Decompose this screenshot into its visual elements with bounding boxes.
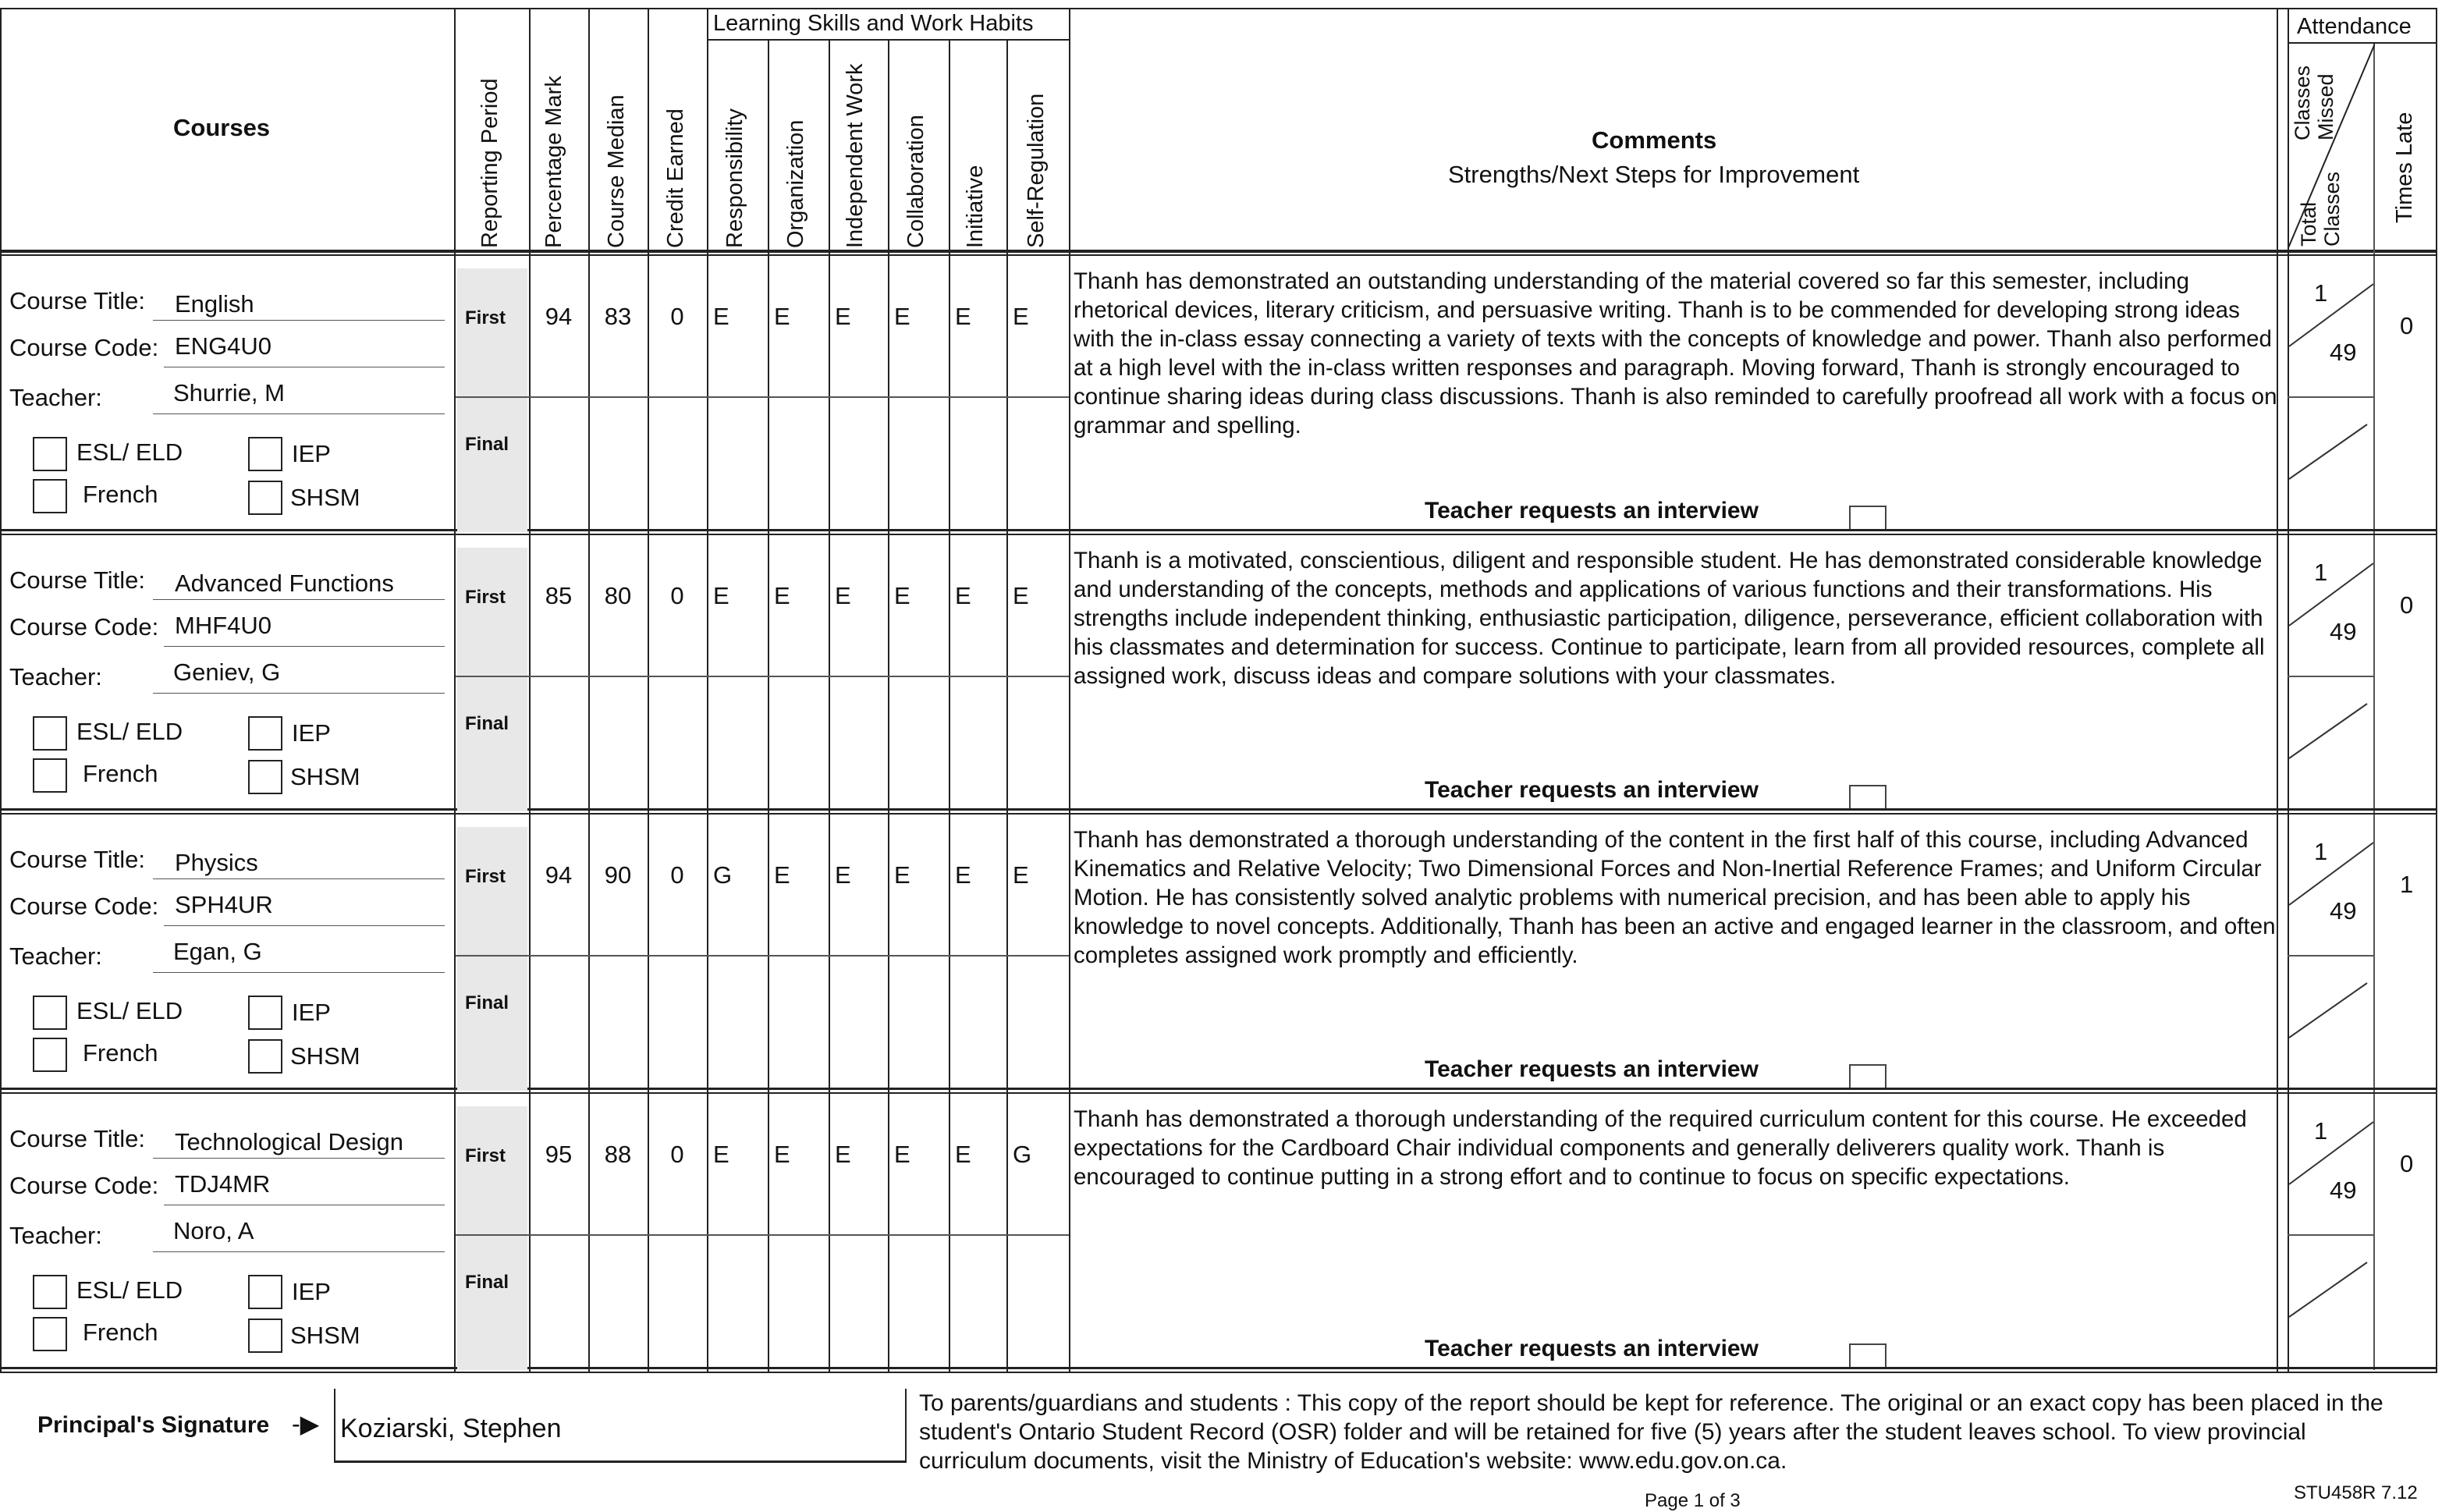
skill-header-organization: Organization [783,119,808,248]
course-code-label: Course Code: [9,334,159,361]
skill-grade: E [955,303,971,330]
teacher-value: Noro, A [173,1217,254,1244]
course-code-value: MHF4U0 [175,612,272,639]
course-median: 83 [604,303,632,330]
attendance-slashes [2289,268,2373,532]
skill-grade: E [774,1141,790,1168]
learning-skills-header: Learning Skills and Work Habits [713,11,1034,36]
teacher-value: Egan, G [173,938,262,965]
attendance-slashes [2289,548,2373,811]
iep-checkbox[interactable] [248,437,282,471]
interview-checkbox[interactable] [1849,1064,1887,1088]
shsm-checkbox[interactable] [248,1039,282,1074]
total-classes: 49 [2330,618,2357,645]
esl-checkbox[interactable] [33,437,67,471]
skill-grade: E [835,1141,851,1168]
skill-grade: E [835,303,851,330]
teacher-label: Teacher: [9,1222,102,1249]
course-code-value: SPH4UR [175,891,273,918]
esl-label: ESL/ ELD [76,997,183,1024]
skill-header-self-regulation: Self-Regulation [1024,93,1049,248]
skill-grade: G [713,861,733,889]
iep-checkbox[interactable] [248,1275,282,1309]
shsm-checkbox[interactable] [248,1319,282,1353]
skill-header-responsibility: Responsibility [722,108,747,248]
total-classes-header: Total Classes [2297,171,2344,247]
principal-name: Koziarski, Stephen [340,1414,562,1443]
skill-grade: G [1013,1141,1032,1168]
course-comment: Thanh is a motivated, conscientious, diligent and responsible student. He has demonstrated considerable knowledge and understanding of the concepts, methods and applications of various functions and their transformations. His strengths include independent thinking, enthusiastic participation, diligence, perseverance, efficient collaboration with his classmates and determination for success. Continue to participate, learn from all provided resources, complete all assigned work, discuss ideas and compare solutions with your classmates. [1074,548,2265,689]
skill-grade: E [774,582,790,609]
skill-grade: E [774,861,790,889]
percentage-mark: 94 [545,303,573,330]
skill-grade: E [835,861,851,889]
teacher-value: Shurrie, M [173,379,285,406]
skill-header-collaboration: Collaboration [903,115,928,248]
classes-missed: 1 [2314,838,2328,865]
skill-grade: E [774,303,790,330]
page-number: Page 1 of 3 [1645,1490,1741,1511]
course-title-label: Course Title: [9,287,146,314]
classes-missed: 1 [2314,559,2328,586]
teacher-label: Teacher: [9,384,102,411]
course-median: 88 [604,1141,632,1168]
credit-earned: 0 [670,1141,684,1168]
course-code-value: TDJ4MR [175,1170,271,1198]
iep-label: IEP [292,999,331,1026]
course-comment: Thanh has demonstrated a thorough understanding of the content in the first half of this course, including Advanced Kinematics and Relative Velocity; Two Dimensional Forces and Non-Inertial Reference Frames; and Uniform Circular Motion. He has consistently solved analytic problems with numerical precision, and has been able to apply his knowledge to novel concepts. Additionally, Thanh has been an active and engaged learner in the classroom, and often completes assigned work promptly and efficiently. [1074,827,2276,968]
form-code: STU458R 7.12 [2294,1482,2418,1503]
course-title-label: Course Title: [9,846,146,873]
teacher-label: Teacher: [9,942,102,970]
interview-label: Teacher requests an interview [1425,777,1759,803]
course-comment: Thanh has demonstrated an outstanding understanding of the material covered so far this semester, including rhetorical devices, literary criticism, and persuasive writing. Thanh is to be commended for developing strong ideas with the in-class essay connecting a variety of texts with the concepts of knowledge and power. Thanh also performed at a high level with the in-class written responses and paragraph. Moving forward, Thanh is strongly encouraged to continue sharing ideas during class discussions. Thanh is also reminded to carefully proofread all work with a focus on grammar and spelling. [1074,268,2277,438]
skill-grade: E [1013,303,1029,330]
skill-grade: E [713,1141,729,1168]
course-title-value: Technological Design [175,1128,403,1155]
course-code-value: ENG4U0 [175,332,272,360]
skill-grade: E [894,303,910,330]
esl-label: ESL/ ELD [76,438,183,466]
skill-grade: E [955,861,971,889]
course-title-value: Physics [175,849,258,876]
iep-checkbox[interactable] [248,996,282,1030]
credit-earned-header: Credit Earned [663,108,688,248]
percentage-mark-header: Percentage Mark [541,76,566,248]
comments-header: Comments [1592,126,1717,154]
iep-label: IEP [292,440,331,467]
period-first: First [465,587,506,608]
total-classes: 49 [2330,339,2357,366]
comments-subheader: Strengths/Next Steps for Improvement [1448,161,1860,188]
skill-grade: E [894,861,910,889]
attendance-header: Attendance [2297,14,2412,39]
course-title-label: Course Title: [9,566,146,594]
skill-header-initiative: Initiative [963,165,988,248]
esl-label: ESL/ ELD [76,718,183,745]
skill-grade: E [713,303,729,330]
attendance-slashes [2289,827,2373,1091]
shsm-checkbox[interactable] [248,481,282,515]
skill-grade: E [894,1141,910,1168]
period-first: First [465,866,506,887]
french-checkbox[interactable] [33,1038,67,1072]
period-final: Final [465,434,509,455]
teacher-label: Teacher: [9,663,102,690]
course-title-value: Advanced Functions [175,570,394,597]
skill-grade: E [835,582,851,609]
shsm-checkbox[interactable] [248,760,282,794]
course-median: 90 [604,861,632,889]
esl-checkbox[interactable] [33,996,67,1030]
interview-checkbox[interactable] [1849,506,1887,529]
footer-notice: To parents/guardians and students : This copy of the report should be kept for reference. The original or an exact copy has been placed in the student's Ontario Student Record (OSR) folder and will be retained for five (5) years after the student leaves school. To view provincial curriculum documents, visit the Ministry of Education's website: www.edu.gov.on.ca. [919,1390,2383,1474]
attendance-slashes [2289,1106,2373,1370]
teacher-value: Geniev, G [173,658,281,686]
french-checkbox[interactable] [33,1317,67,1351]
credit-earned: 0 [670,303,684,330]
course-comment: Thanh has demonstrated a thorough understanding of the required curriculum content for this course. He exceeded expectations for the Cardboard Chair individual components and generally deliverers quality work. Thanh is encouraged to continue putting in a strong effort and to continue to focus on specific expectations. [1074,1106,2247,1190]
course-code-label: Course Code: [9,893,159,920]
skill-grade: E [894,582,910,609]
french-label: French [83,760,158,787]
course-title-value: English [175,290,254,318]
percentage-mark: 95 [545,1141,573,1168]
times-late-header: Times Late [2392,112,2417,223]
esl-label: ESL/ ELD [76,1276,183,1304]
skill-grade: E [955,582,971,609]
skill-header-independent-work: Independent Work [843,63,868,248]
skill-grade: E [1013,582,1029,609]
course-median-header: Course Median [604,94,629,248]
times-late: 0 [2400,312,2414,339]
french-checkbox[interactable] [33,479,67,513]
esl-checkbox[interactable] [33,1275,67,1309]
shsm-label: SHSM [290,1322,360,1349]
french-label: French [83,1039,158,1067]
course-code-label: Course Code: [9,1172,159,1199]
period-first: First [465,307,506,328]
french-checkbox[interactable] [33,758,67,793]
percentage-mark: 85 [545,582,573,609]
period-final: Final [465,713,509,734]
skill-grade: E [713,582,729,609]
classes-missed-header: Classes Missed [2291,65,2337,140]
classes-missed: 1 [2314,279,2328,307]
principal-signature-label: Principal's Signature [37,1412,270,1438]
french-label: French [83,1319,158,1346]
times-late: 0 [2400,1150,2414,1177]
shsm-label: SHSM [290,1042,360,1070]
period-first: First [465,1145,506,1166]
times-late: 1 [2400,871,2414,898]
arrow-right-icon: -▶ [292,1410,320,1438]
percentage-mark: 94 [545,861,573,889]
course-title-label: Course Title: [9,1125,146,1152]
shsm-label: SHSM [290,763,360,790]
skill-grade: E [1013,861,1029,889]
interview-label: Teacher requests an interview [1425,1056,1759,1082]
course-code-label: Course Code: [9,613,159,641]
interview-label: Teacher requests an interview [1425,498,1759,524]
iep-checkbox[interactable] [248,716,282,751]
french-label: French [83,481,158,508]
period-final: Final [465,992,509,1013]
interview-checkbox[interactable] [1849,1343,1887,1367]
interview-checkbox[interactable] [1849,785,1887,808]
times-late: 0 [2400,591,2414,619]
skill-grade: E [955,1141,971,1168]
reporting-period-header: Reporting Period [477,78,502,248]
credit-earned: 0 [670,861,684,889]
esl-checkbox[interactable] [33,716,67,751]
period-final: Final [465,1272,509,1293]
interview-label: Teacher requests an interview [1425,1336,1759,1361]
course-median: 80 [604,582,632,609]
iep-label: IEP [292,719,331,747]
total-classes: 49 [2330,1177,2357,1204]
credit-earned: 0 [670,582,684,609]
shsm-label: SHSM [290,484,360,511]
classes-missed: 1 [2314,1117,2328,1145]
total-classes: 49 [2330,897,2357,925]
courses-header: Courses [173,114,271,141]
iep-label: IEP [292,1278,331,1305]
